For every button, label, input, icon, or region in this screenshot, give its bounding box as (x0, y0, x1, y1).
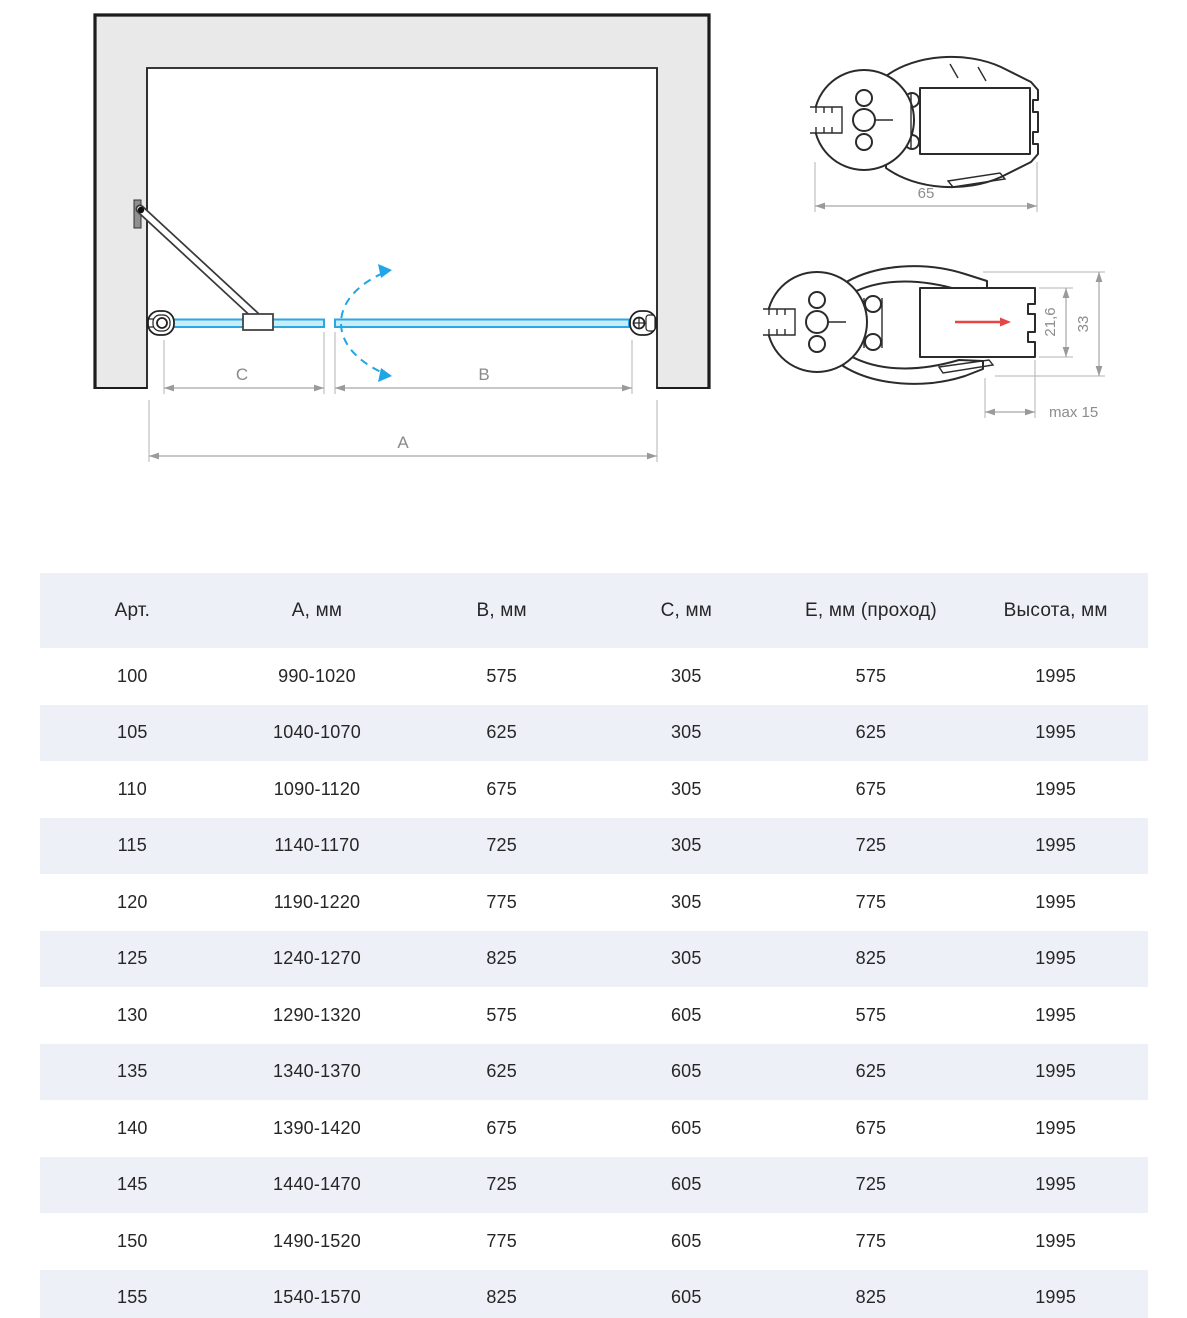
profile-wall-post (763, 272, 867, 372)
dim-b-label: B (478, 365, 490, 384)
glass-panels (170, 320, 629, 328)
table-row: 140 1390-1420 675 605 675 1995 (117, 1117, 1077, 1138)
dim-21-6-label: 21,6 (1042, 307, 1059, 337)
col-header-a: А, мм (225, 573, 410, 648)
left-wall-profile (148, 311, 174, 335)
dim-a-label: A (397, 433, 409, 452)
wall (95, 15, 709, 389)
table-row: 125 1240-1270 825 305 825 1995 (40, 931, 1148, 988)
table-row: 135 1340-1370 625 605 625 1995 (40, 1044, 1148, 1101)
dim-65-label: 65 (917, 185, 935, 202)
col-header-height: Высота, мм (963, 573, 1148, 648)
table-row: 120 1190-1220 775 305 775 1995 (117, 891, 1077, 912)
spec-table (40, 573, 1148, 1318)
dimension-a (149, 400, 657, 462)
col-header-e: Е, мм (проход) (779, 573, 964, 648)
table-row: 145 1440-1470 725 605 725 1995 (40, 1157, 1148, 1214)
table-row: 110 1090-1120 675 305 675 1995 (117, 778, 1077, 799)
dimension-c (164, 332, 324, 394)
col-header-b: В, мм (409, 573, 594, 648)
spec-table-header (40, 573, 1148, 648)
support-bar (134, 200, 273, 330)
front-view-diagram (92, 12, 712, 472)
table-row: 115 1140-1170 725 305 725 1995 (40, 818, 1148, 875)
profile-section-top (798, 40, 1048, 218)
swing-arrow-up-icon (378, 264, 392, 278)
col-header-art: Арт. (40, 573, 225, 648)
table-row: 100 990-1020 575 305 575 1995 (117, 665, 1077, 686)
swing-arrow-down-icon (378, 368, 392, 382)
table-row: 105 1040-1070 625 305 625 1995 (40, 705, 1148, 762)
table-row: 150 1490-1520 775 605 775 1995 (117, 1230, 1077, 1251)
right-wall-profile (630, 311, 656, 335)
dimension-max-15 (985, 360, 1098, 421)
bar-glass-clamp (243, 314, 273, 330)
profile-section-side (763, 248, 1185, 443)
profile-wall-post (810, 70, 914, 170)
door-glass-panel (335, 320, 629, 328)
bar-pivot-top (138, 207, 144, 213)
table-row: 130 1290-1320 575 605 575 1995 (117, 1004, 1077, 1025)
dimension-21-6 (1039, 288, 1073, 357)
dim-max-15-label: max 15 (1049, 404, 1099, 421)
table-row: 155 1540-1570 825 605 825 1995 (40, 1270, 1148, 1318)
col-header-c: С, мм (594, 573, 779, 648)
dimension-b (335, 332, 632, 394)
dim-c-label: C (235, 365, 249, 384)
dim-33-label: 33 (1075, 315, 1092, 333)
